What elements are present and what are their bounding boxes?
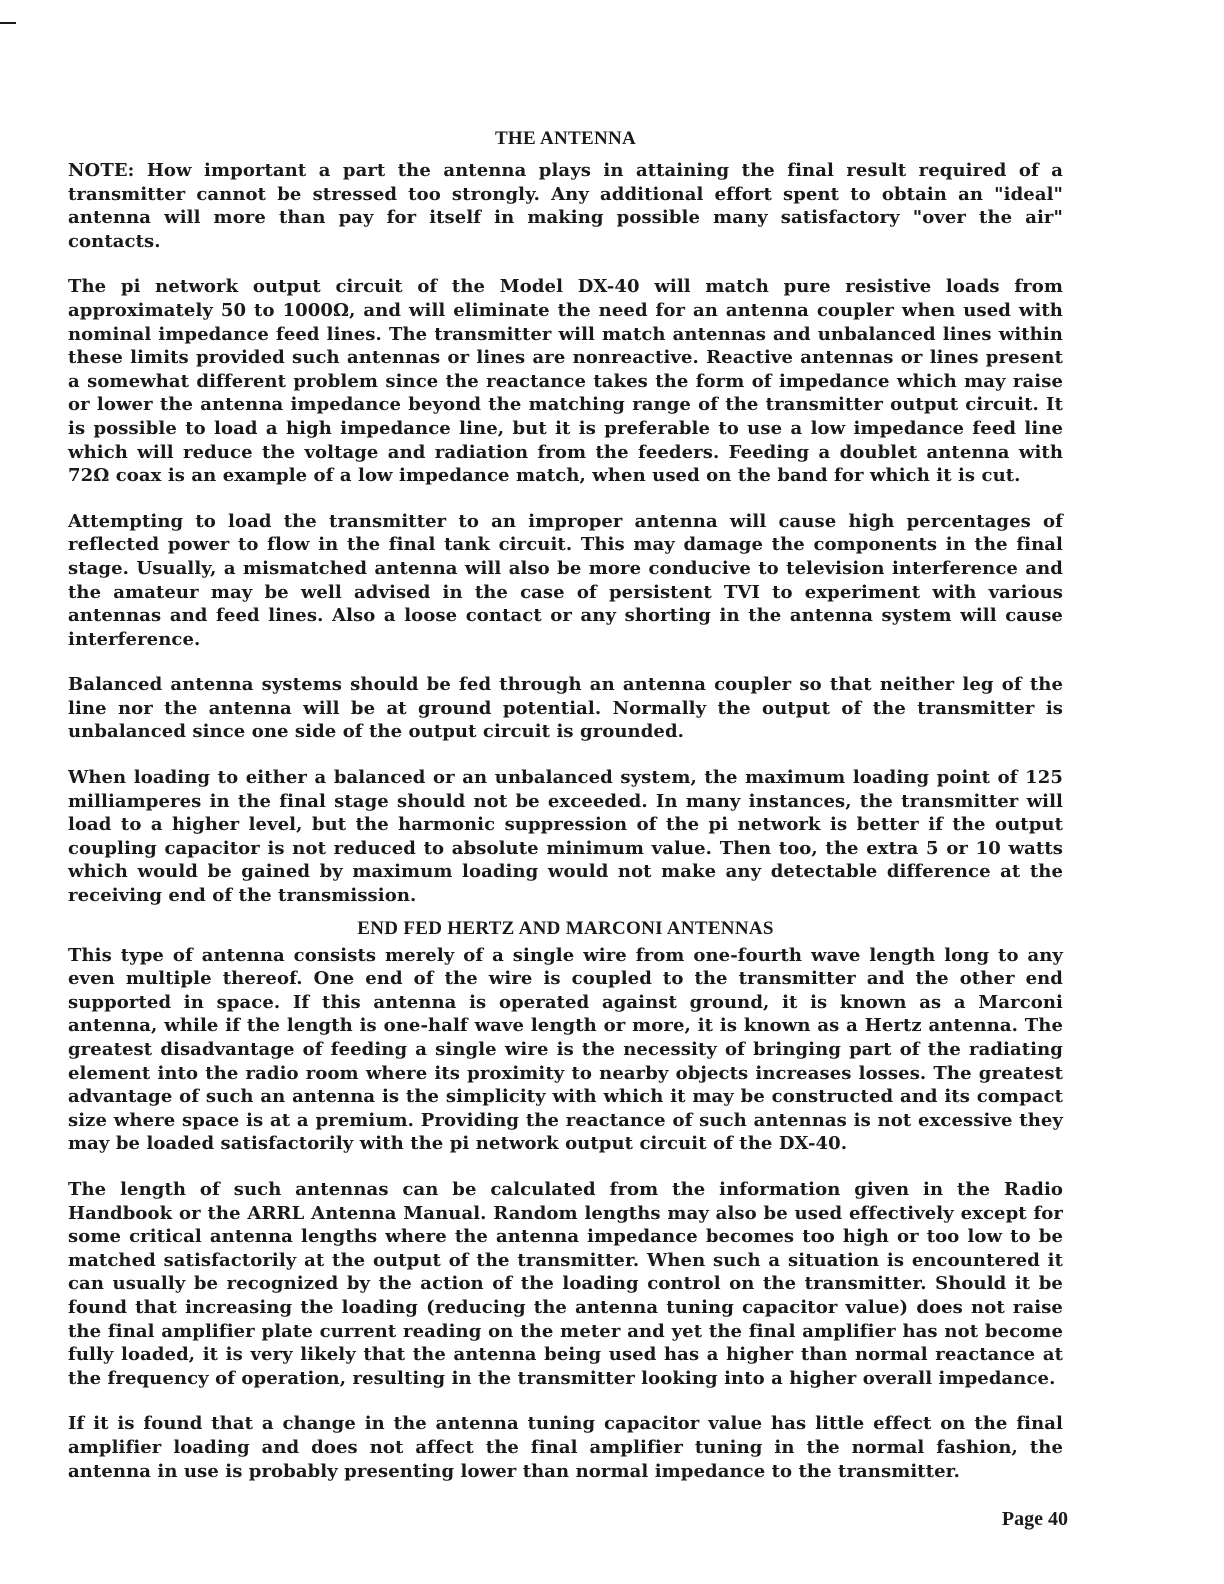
scan-edge-mark	[0, 22, 16, 24]
document-page	[68, 128, 1063, 1505]
paragraph-note: NOTE: How important a part the antenna plays in attaining the final result required of a transmitter cannot be stressed too strongly. Any additional effort spent to obtain an "ideal" antenna will more than pay for itself in making possible many satisfactory "over the air" contacts.	[68, 160, 1063, 252]
paragraph-antenna-length: The length of such antennas can be calculated from the information given in the Radio Handbook or the ARRL Antenna Manual. Random lengths may also be used effectively except for some critical antenna lengths where the antenna impedance becomes too high or too low to be matched satisfactorily at the output of the transmitter. When such a situation is encountered it can usually be recognized by the action of the loading control on the transmitter. Should it be found that increasing the loading (reducing the antenna tuning capacitor value) does not raise the final amplifier plate current reading on the meter and yet the final amplifier has not become fully loaded, it is very likely that the antenna being used has a higher than normal reactance at the frequency of operation, resulting in the transmitter looking into a higher overall impedance.	[68, 1178, 1063, 1389]
paragraph-balanced-systems: Balanced antenna systems should be fed through an antenna coupler so that neither leg of the line nor the antenna will be at ground potential. Normally the output of the transmitter is unbalanced since one side of the output circuit is grounded.	[68, 674, 1063, 743]
page-number: Page 40	[1001, 1508, 1068, 1530]
heading-end-fed-antennas: END FED HERTZ AND MARCONI ANTENNAS	[357, 917, 774, 939]
paragraph-tuning-capacitor: If it is found that a change in the antenna tuning capacitor value has little effect on the final amplifier loading and does not affect the final amplifier tuning in the normal fashion, the antenna in use is probably presenting lower than normal impedance to the transmitter.	[68, 1413, 1063, 1482]
paragraph-improper-antenna: Attempting to load the transmitter to an improper antenna will cause high percentages of reflected power to flow in the final tank circuit. This may damage the components in the final stage. Usually, a mismatched antenna will also be more conducive to television interference and the amateur may be well advised in the case of persistent TVI to experiment with various antennas and feed lines. Also a loose contact or any shorting in the antenna system will cause interference.	[68, 510, 1063, 650]
paragraph-loading: When loading to either a balanced or an unbalanced system, the maximum loading point of 125 milliamperes in the final stage should not be exceeded. In many instances, the transmitter will load to a higher level, but the harmonic suppression of the pi network is better if the output coupling capacitor is not reduced to absolute minimum value. Then too, the extra 5 or 10 watts which would be gained by maximum loading would not make any detectable difference at the receiving end of the transmission.	[68, 767, 1063, 907]
paragraph-antenna-type: This type of antenna consists merely of a single wire from one-fourth wave length long to any even multiple thereof. One end of the wire is coupled to the transmitter and the other end supported in space. If this antenna is operated against ground, it is known as a Marconi antenna, while if the length is one-half wave length or more, it is known as a Hertz antenna. The greatest disadvantage of feeding a single wire is the necessity of bringing part of the radiating element into the radio room where its proximity to nearby objects increases losses. The greatest advantage of such an antenna is the simplicity with which it may be constructed and its compact size where space is at a premium. Providing the reactance of such antennas is not excessive they may be loaded satisfactorily with the pi network output circuit of the DX-40.	[68, 944, 1063, 1155]
paragraph-pi-network: The pi network output circuit of the Model DX-40 will match pure resistive loads from approximately 50 to 1000Ω, and will eliminate the need for an antenna coupler when used with nominal impedance feed lines. The transmitter will match antennas and unbalanced lines within these limits provided such antennas or lines are nonreactive. Reactive antennas or lines present a somewhat different problem since the reactance takes the form of impedance which may raise or lower the antenna impedance beyond the matching range of the transmitter output circuit. It is possible to load a high impedance line, but it is preferable to use a low impedance feed line which will reduce the voltage and radiation from the feeders. Feeding a doublet antenna with 72Ω coax is an example of a low impedance match, when used on the band for which it is cut.	[68, 276, 1063, 487]
heading-the-antenna: THE ANTENNA	[494, 128, 637, 149]
